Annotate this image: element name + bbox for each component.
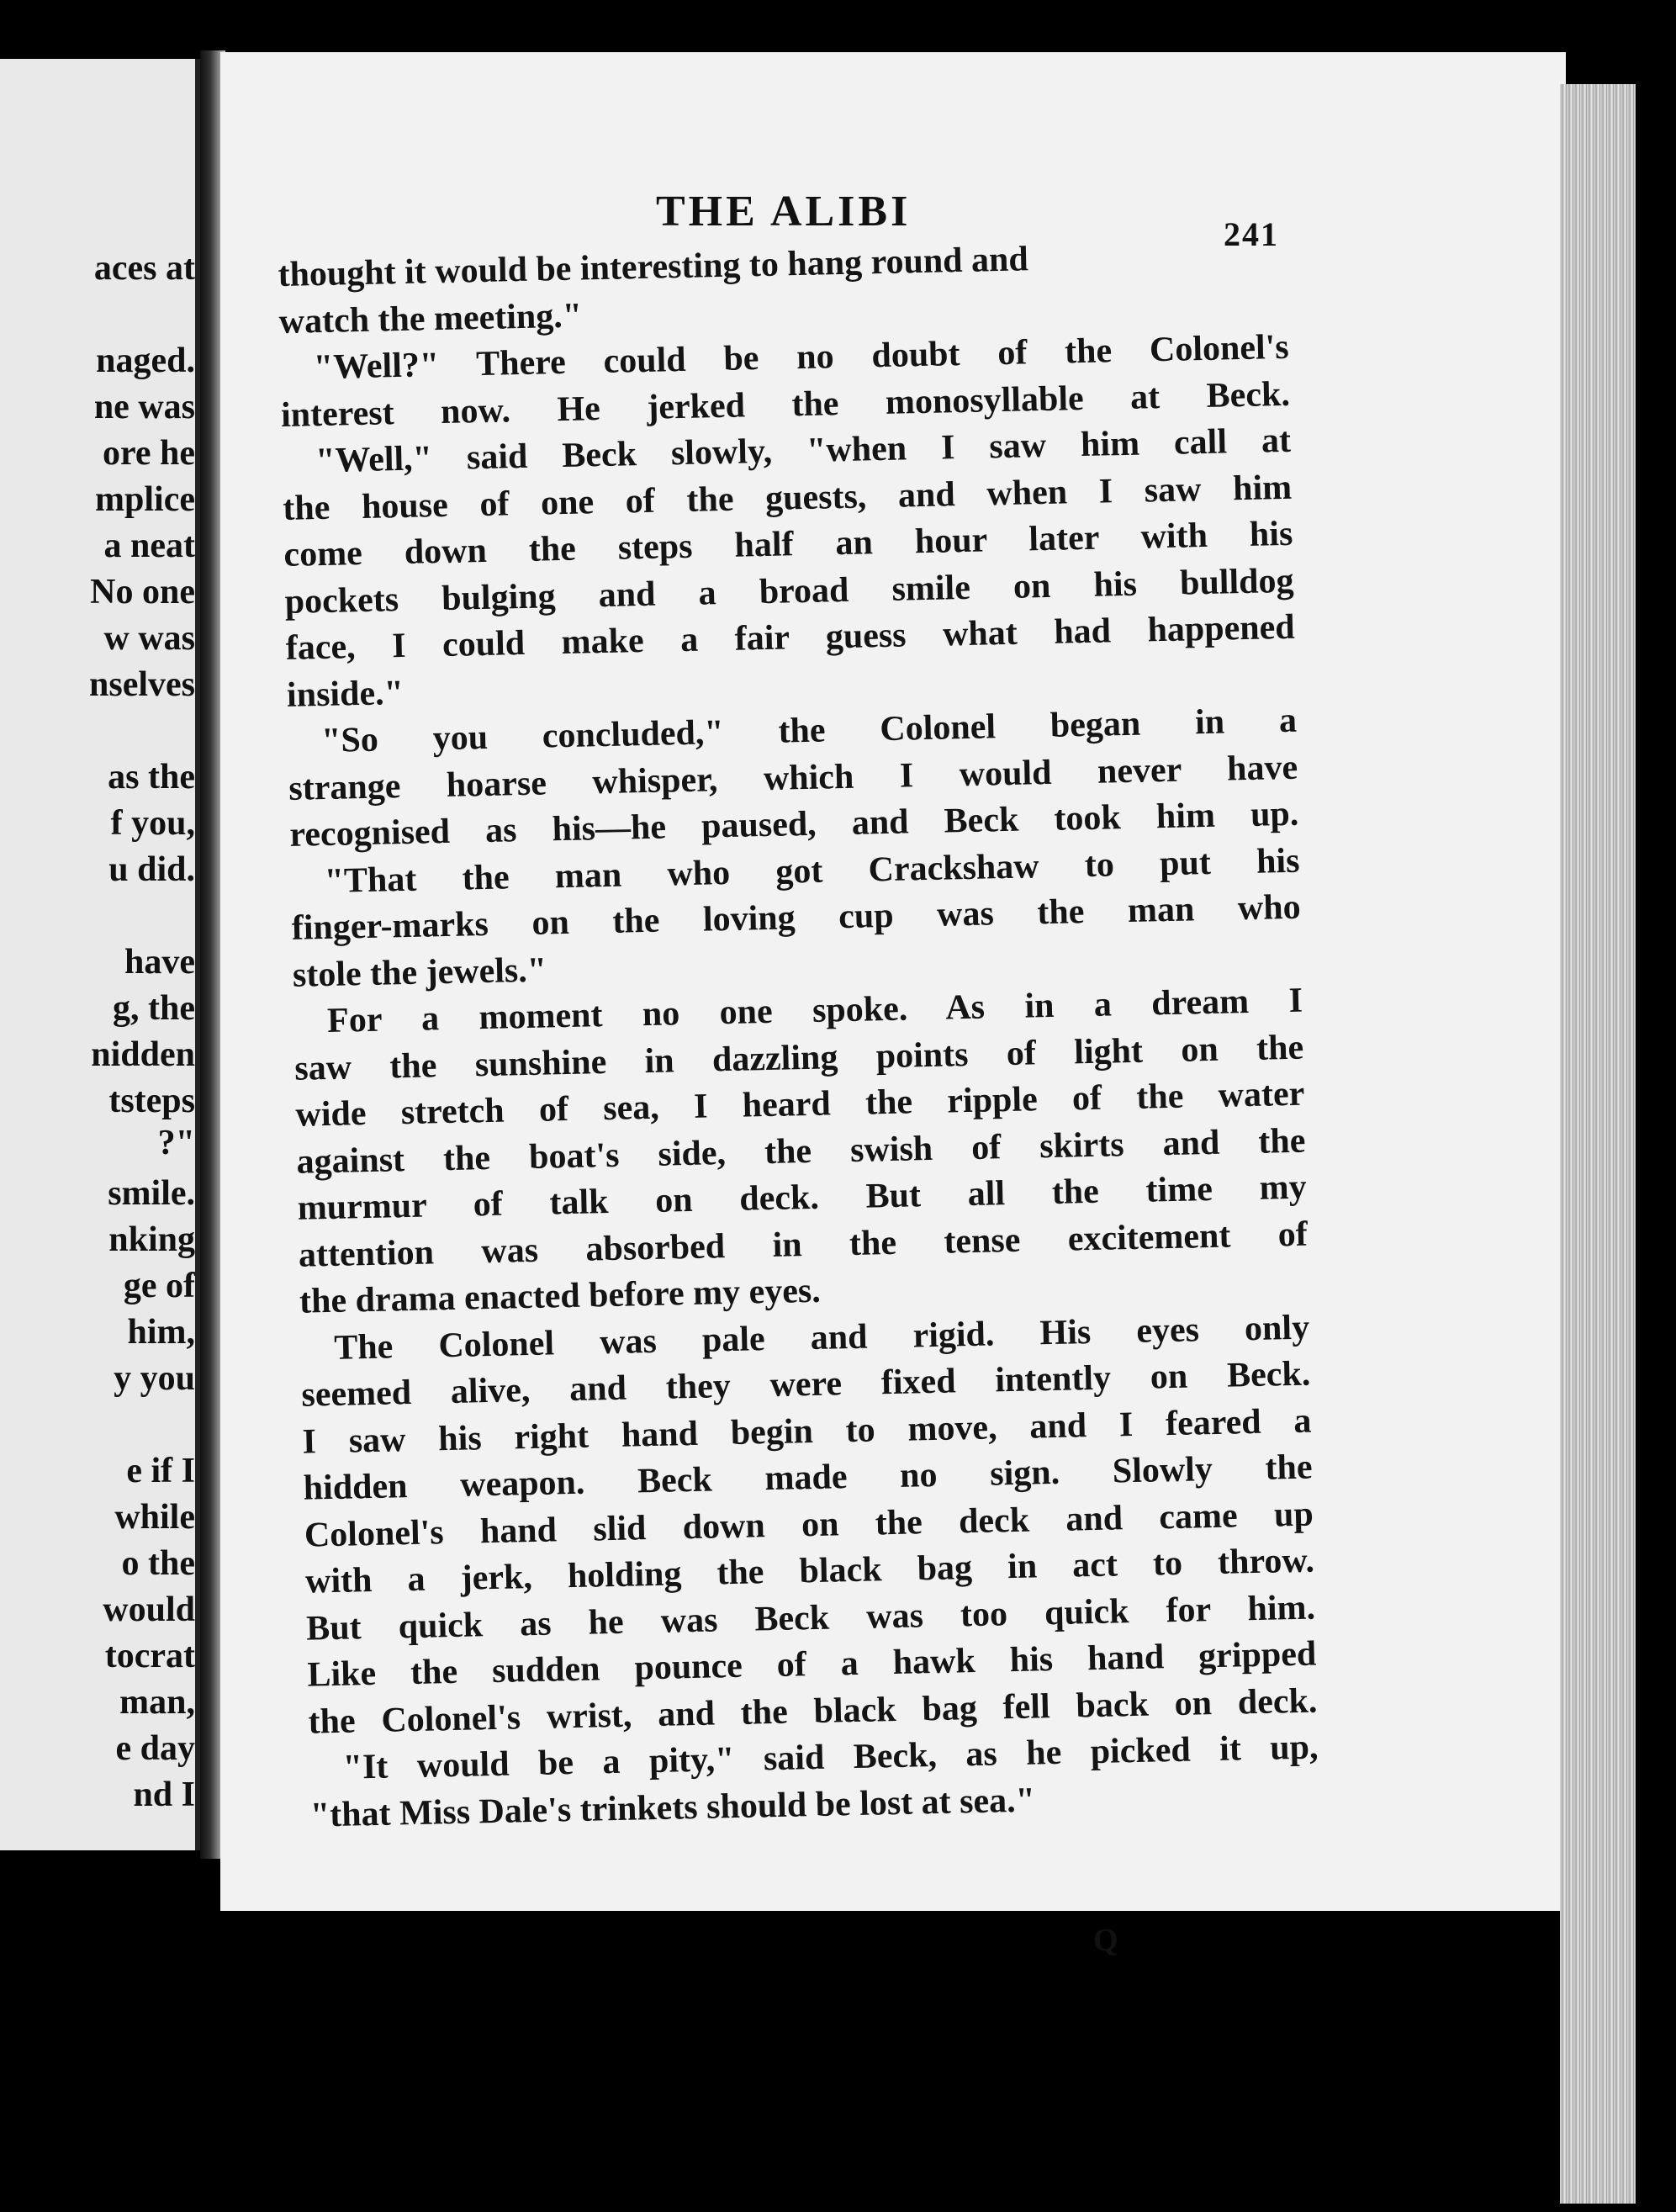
left-page-line: nd I (133, 1775, 195, 1814)
left-page-line: u did. (108, 850, 195, 889)
left-page-line: ne was (93, 388, 195, 426)
left-page-line: have (124, 943, 195, 982)
text-line: the Colonel's wrist, and the black bag fell back on deck. (308, 1680, 1318, 1742)
left-page-line: e if I (126, 1452, 195, 1490)
left-page-line: ?" (157, 1124, 195, 1162)
left-page-line: nselves (89, 665, 195, 704)
text-line: interest now. He jerked the monosyllable at Beck. (280, 374, 1291, 435)
left-page-line: man, (119, 1683, 195, 1722)
text-line: "That the man who got Crackshaw to put his (324, 841, 1300, 901)
text-line: watch the meeting." (278, 295, 583, 341)
text-line: seemed alive, and they were fixed intently on Beck. (300, 1354, 1311, 1415)
text-line: I saw his right hand begin to move, and I feared a (302, 1401, 1312, 1462)
text-line: For a moment no one spoke. As in a dream I (326, 981, 1303, 1040)
text-line: come down the steps half an hour later with his (283, 514, 1293, 574)
text-line: "that Miss Dale's trinkets should be lost at sea." (309, 1781, 1036, 1835)
left-page-line: w was (103, 619, 195, 658)
text-line: "It would be a pity," said Beck, as he picked it up, (342, 1728, 1319, 1787)
text-line: stole the jewels." (292, 950, 547, 995)
page-edges (1560, 84, 1636, 2204)
text-line: "So you concluded," the Colonel began in a (320, 701, 1298, 761)
text-line: inside." (286, 673, 404, 715)
text-line: thought it would be interesting to hang round and (278, 240, 1029, 294)
left-page-line: tocrat (104, 1637, 195, 1675)
left-page-line: would (103, 1590, 195, 1629)
text-line: But quick as he was Beck was too quick for him. (305, 1588, 1316, 1648)
text-line: finger-marks on the loving cup was the man who (291, 887, 1302, 948)
left-page-line: smile. (108, 1174, 195, 1213)
left-page-line: while (114, 1498, 195, 1537)
text-line: Like the sudden pounce of a hawk his hand gripped (306, 1634, 1317, 1695)
left-page-line: nidden (91, 1035, 195, 1074)
signature-mark: Q (1093, 1923, 1118, 1958)
text-line: recognised as his—he paused, and Beck took him up. (289, 794, 1299, 855)
text-line: with a jerk, holding the black bag in act to throw. (304, 1541, 1315, 1601)
left-page-line: e day (115, 1729, 195, 1768)
text-line: hidden weapon. Beck made no sign. Slowly the (303, 1447, 1314, 1508)
left-page-line: o the (121, 1544, 195, 1583)
text-line: face, I could make a fair guess what had happened (285, 607, 1296, 668)
left-page-line: mplice (95, 480, 195, 519)
left-page-line: naged. (96, 341, 195, 380)
left-page-line: nking (108, 1220, 195, 1259)
text-line: "Well?" There could be no doubt of the Colonel's (313, 327, 1290, 388)
left-page-line: ge of (123, 1267, 195, 1305)
text-line: Colonel's hand slid down on the deck and came up (304, 1495, 1314, 1555)
text-line: strange hoarse whisper, which I would never have (288, 748, 1298, 808)
text-line: against the boat's side, the swish of skirts and the (296, 1121, 1306, 1182)
text-line: saw the sunshine in dazzling points of light on the (293, 1028, 1304, 1088)
left-page-line: a neat (103, 527, 195, 565)
left-page-line: g, the (113, 989, 195, 1028)
text-line: pockets bulging and a broad smile on his bulldog (284, 561, 1294, 622)
text-line: the drama enacted before my eyes. (299, 1271, 822, 1321)
text-line: murmur of talk on deck. But all the time my (297, 1167, 1308, 1228)
left-page-line: y you (114, 1359, 195, 1398)
left-page-line: tsteps (108, 1082, 195, 1120)
left-page-line: him, (127, 1313, 195, 1352)
left-page-line: as the (108, 758, 195, 796)
running-head: THE ALIBI (656, 188, 912, 235)
text-line: the house of one of the guests, and when I saw him (282, 468, 1293, 528)
left-page-line: No one (90, 573, 195, 611)
left-page-line: f you, (110, 804, 195, 843)
left-page-line: aces at (93, 249, 195, 288)
left-page-line: ore he (102, 434, 195, 473)
text-line: wide stretch of sea, I heard the ripple of the water (295, 1074, 1305, 1135)
body-text (278, 231, 1319, 1839)
text-line: attention was absorbed in the tense excitement of (298, 1214, 1309, 1275)
text-line: The Colonel was pale and rigid. His eyes only (333, 1308, 1310, 1368)
text-line: "Well," said Beck slowly, "when I saw him call at (315, 421, 1292, 481)
page-number: 241 (1224, 215, 1279, 253)
left-page-fragment (0, 59, 200, 1850)
